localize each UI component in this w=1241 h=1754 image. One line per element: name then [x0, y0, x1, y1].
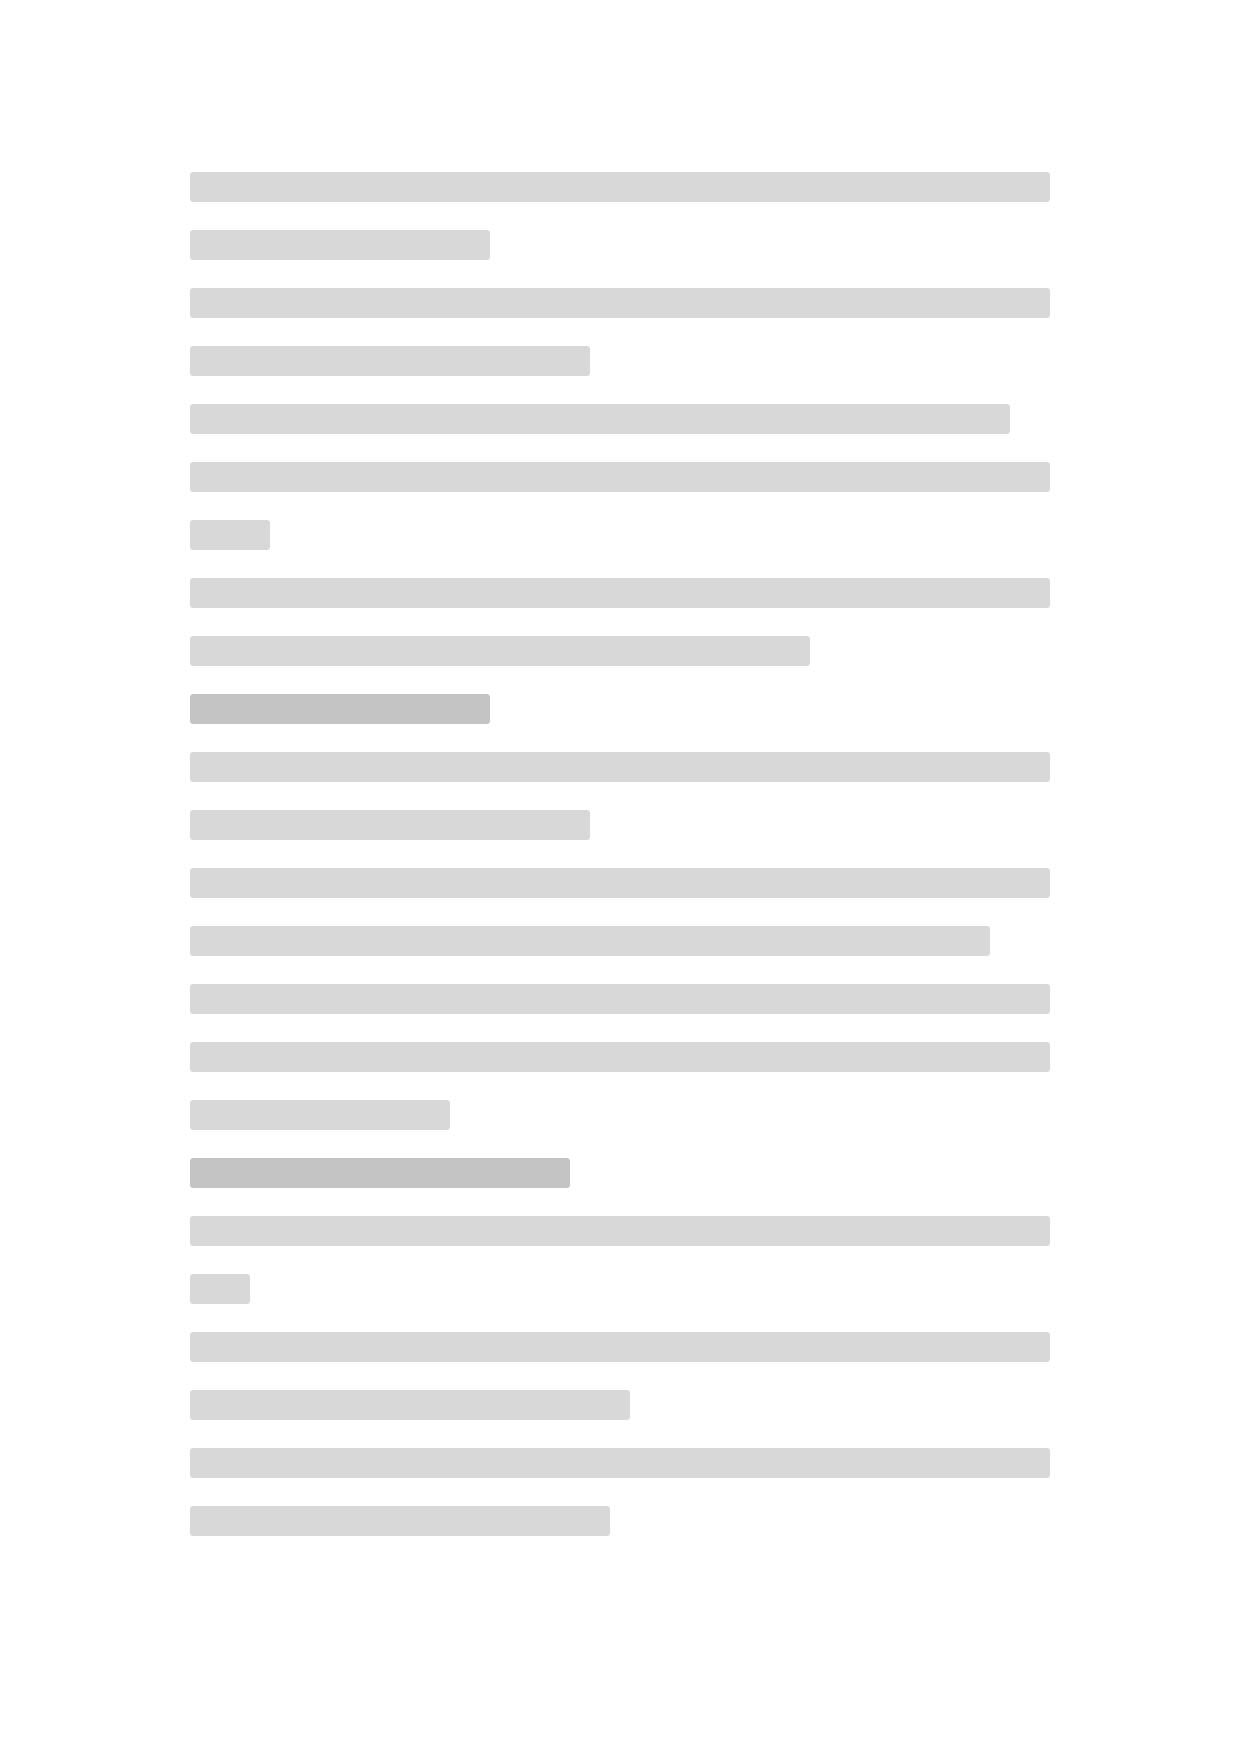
text-line-placeholder: [190, 346, 590, 376]
text-line-placeholder: [190, 810, 590, 840]
text-line: [190, 1376, 1050, 1434]
text-line-placeholder: [190, 636, 810, 666]
heading-placeholder: [190, 694, 490, 724]
text-line-placeholder: [190, 926, 990, 956]
text-line-placeholder: [190, 1448, 1050, 1478]
text-line: [190, 1492, 1050, 1550]
text-line: [190, 158, 1050, 216]
text-line-placeholder: [190, 520, 270, 550]
text-line-placeholder: [190, 288, 1050, 318]
text-line: [190, 1434, 1050, 1492]
section-heading: [190, 1144, 1050, 1202]
text-line: [190, 1028, 1050, 1086]
text-line: [190, 448, 1050, 506]
text-line: [190, 1260, 1050, 1318]
text-line-placeholder: [190, 230, 490, 260]
text-line: [190, 738, 1050, 796]
document-body: [190, 158, 1050, 1550]
text-line: [190, 216, 1050, 274]
text-line-placeholder: [190, 1274, 250, 1304]
text-line-placeholder: [190, 984, 1050, 1014]
text-line: [190, 622, 1050, 680]
text-line-placeholder: [190, 172, 1050, 202]
text-line-placeholder: [190, 752, 1050, 782]
text-line: [190, 1086, 1050, 1144]
heading-placeholder: [190, 1158, 570, 1188]
text-line: [190, 506, 1050, 564]
text-line: [190, 854, 1050, 912]
text-line-placeholder: [190, 578, 1050, 608]
section-heading: [190, 680, 1050, 738]
text-line-placeholder: [190, 404, 1010, 434]
text-line-placeholder: [190, 1390, 630, 1420]
text-line: [190, 390, 1050, 448]
text-line: [190, 274, 1050, 332]
text-line-placeholder: [190, 1042, 1050, 1072]
text-line-placeholder: [190, 1216, 1050, 1246]
text-line: [190, 796, 1050, 854]
text-line-placeholder: [190, 462, 1050, 492]
text-line: [190, 564, 1050, 622]
text-line: [190, 912, 1050, 970]
text-line: [190, 970, 1050, 1028]
text-line: [190, 332, 1050, 390]
text-line: [190, 1202, 1050, 1260]
text-line-placeholder: [190, 868, 1050, 898]
text-line-placeholder: [190, 1506, 610, 1536]
text-line-placeholder: [190, 1332, 1050, 1362]
text-line: [190, 1318, 1050, 1376]
text-line-placeholder: [190, 1100, 450, 1130]
